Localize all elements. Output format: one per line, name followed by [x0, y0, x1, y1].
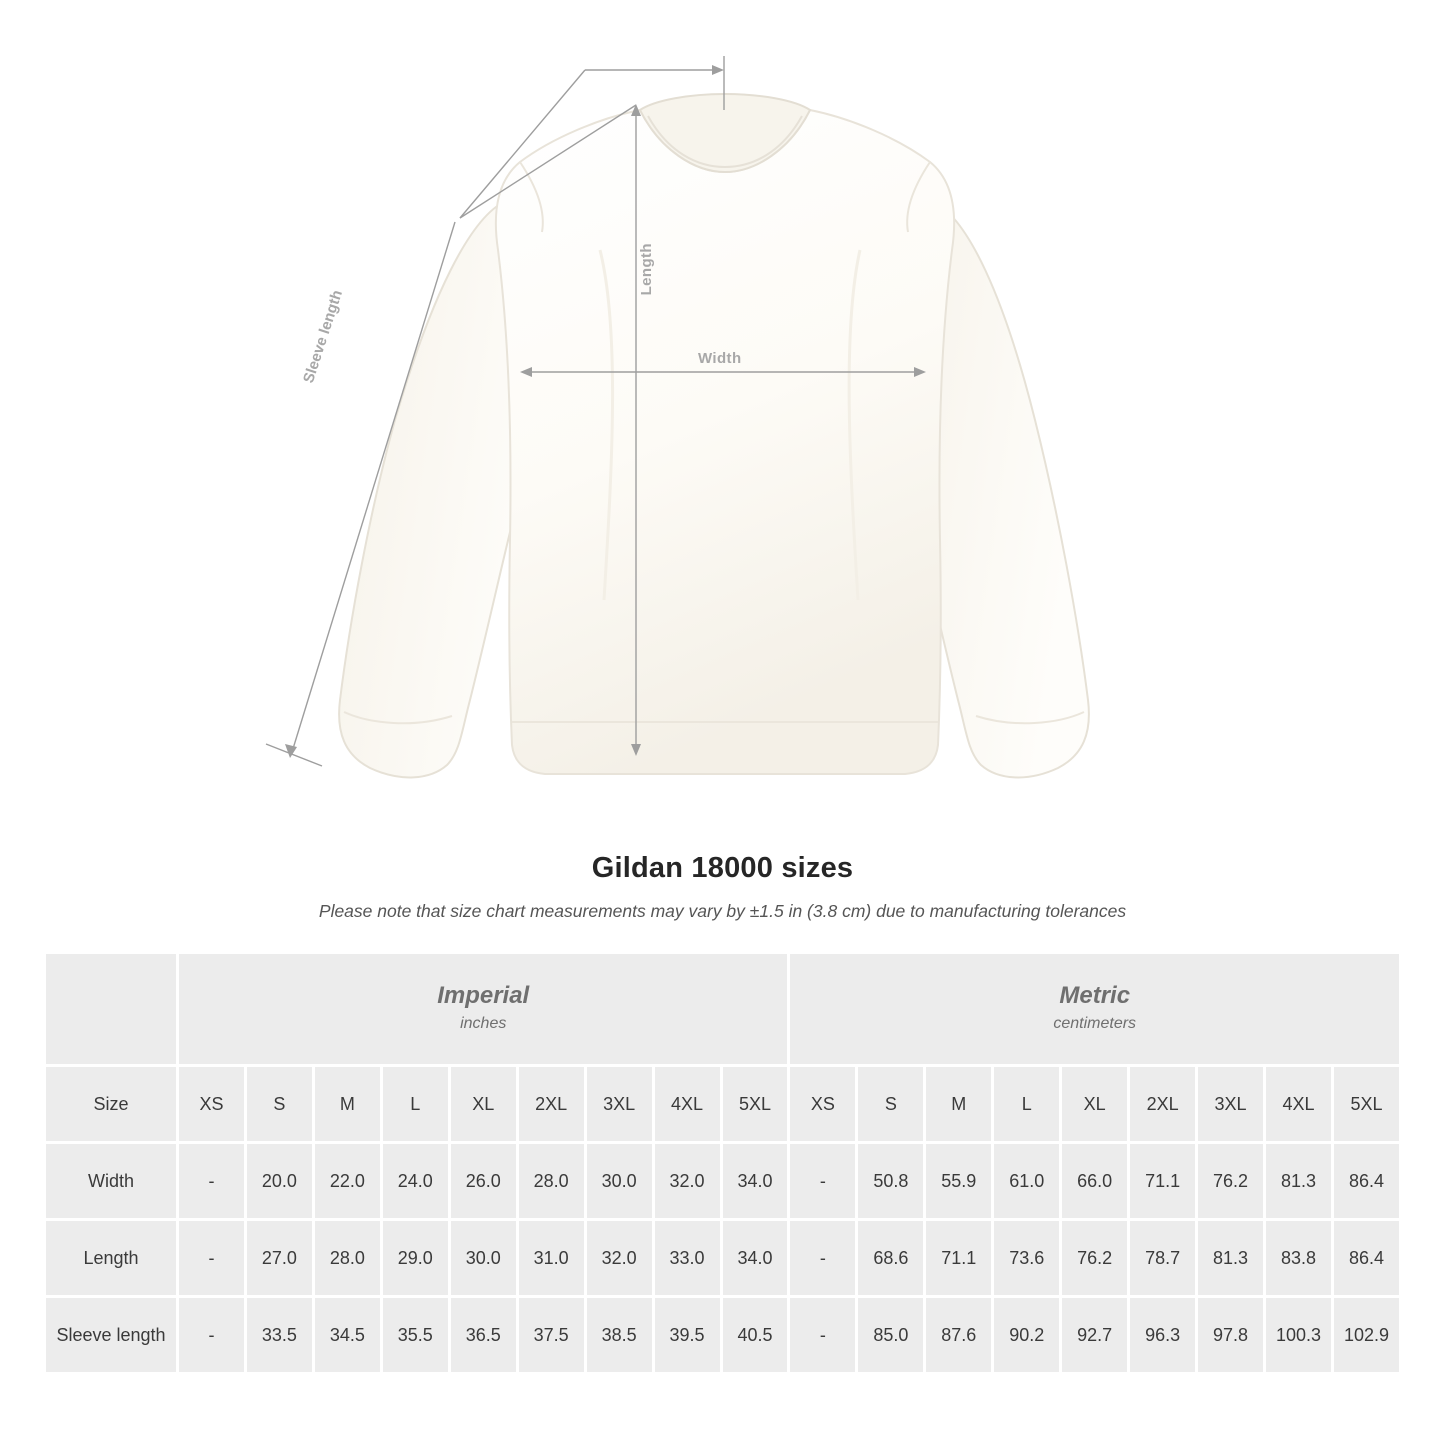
width-dimension-label: Width	[698, 350, 742, 367]
size-column-header: XL	[1061, 1066, 1129, 1143]
size-chart-table-wrap	[43, 951, 1402, 1375]
measurement-cell: 71.1	[925, 1220, 993, 1297]
size-column-header: 5XL	[721, 1066, 789, 1143]
measurement-cell: 97.8	[1197, 1297, 1265, 1374]
unit-system-name: Metric	[1059, 982, 1131, 1010]
measurement-row-label: Sleeve length	[45, 1297, 178, 1374]
sleeve-length-dimension-label: Sleeve length	[300, 288, 347, 386]
measurement-cell: 33.0	[653, 1220, 721, 1297]
measurement-cell: 61.0	[993, 1143, 1061, 1220]
measurement-cell: 50.8	[857, 1143, 925, 1220]
unit-measure-name: inches	[460, 1015, 507, 1033]
measurement-cell: -	[178, 1143, 246, 1220]
measurement-cell: -	[789, 1297, 857, 1374]
measurement-cell: 28.0	[517, 1143, 585, 1220]
size-column-header: 5XL	[1332, 1066, 1400, 1143]
table-row	[45, 1143, 1401, 1220]
measurement-row-label: Length	[45, 1220, 178, 1297]
measurement-cell: -	[178, 1220, 246, 1297]
size-column-header: XS	[178, 1066, 246, 1143]
size-column-header: 2XL	[517, 1066, 585, 1143]
unit-group-header	[789, 953, 1401, 1066]
measurement-cell: 92.7	[1061, 1297, 1129, 1374]
size-column-header: XL	[449, 1066, 517, 1143]
measurement-cell: 90.2	[993, 1297, 1061, 1374]
measurement-cell: 33.5	[245, 1297, 313, 1374]
measurement-cell: 20.0	[245, 1143, 313, 1220]
measurement-cell: 32.0	[585, 1220, 653, 1297]
size-column-header: 3XL	[585, 1066, 653, 1143]
table-row	[45, 1297, 1401, 1374]
size-header-row	[45, 1066, 1401, 1143]
measurement-cell: 86.4	[1332, 1143, 1400, 1220]
measurement-cell: 36.5	[449, 1297, 517, 1374]
size-column-header: M	[313, 1066, 381, 1143]
measurement-cell: -	[789, 1143, 857, 1220]
measurement-cell: 55.9	[925, 1143, 993, 1220]
measurement-cell: 86.4	[1332, 1220, 1400, 1297]
length-dimension-label: Length	[638, 243, 655, 296]
page-title: Gildan 18000 sizes	[591, 852, 854, 884]
size-column-header: L	[381, 1066, 449, 1143]
measurement-cell: 34.5	[313, 1297, 381, 1374]
measurement-cell: 73.6	[993, 1220, 1061, 1297]
unit-system-name: Imperial	[437, 982, 530, 1010]
measurement-cell: 30.0	[449, 1220, 517, 1297]
size-corner-label: Size	[45, 1066, 178, 1143]
measurement-cell: 26.0	[449, 1143, 517, 1220]
unit-measure-name: centimeters	[1053, 1015, 1137, 1033]
measurement-row-label: Width	[45, 1143, 178, 1220]
measurement-cell: 68.6	[857, 1220, 925, 1297]
size-column-header: L	[993, 1066, 1061, 1143]
size-column-header: 4XL	[653, 1066, 721, 1143]
measurement-cell: 38.5	[585, 1297, 653, 1374]
size-chart-table	[43, 951, 1402, 1375]
measurement-cell: 76.2	[1197, 1143, 1265, 1220]
measurement-cell: 78.7	[1129, 1220, 1197, 1297]
size-column-header: S	[857, 1066, 925, 1143]
measurement-cell: 24.0	[381, 1143, 449, 1220]
measurement-cell: 39.5	[653, 1297, 721, 1374]
measurement-cell: 76.2	[1061, 1220, 1129, 1297]
measurement-cell: 83.8	[1265, 1220, 1333, 1297]
measurement-cell: 102.9	[1332, 1297, 1400, 1374]
measurement-cell: 29.0	[381, 1220, 449, 1297]
measurement-cell: 27.0	[245, 1220, 313, 1297]
size-column-header: XS	[789, 1066, 857, 1143]
measurement-cell: -	[178, 1297, 246, 1374]
measurement-cell: 66.0	[1061, 1143, 1129, 1220]
sleeve-length-dimension-label-wrap	[300, 288, 347, 530]
size-column-header: 4XL	[1265, 1066, 1333, 1143]
measurement-cell: 40.5	[721, 1297, 789, 1374]
measurement-cell: 35.5	[381, 1297, 449, 1374]
measurement-cell: 100.3	[1265, 1297, 1333, 1374]
measurement-cell: 30.0	[585, 1143, 653, 1220]
measurement-cell: 34.0	[721, 1143, 789, 1220]
size-column-header: S	[245, 1066, 313, 1143]
measurement-cell: 96.3	[1129, 1297, 1197, 1374]
tolerance-note: Please note that size chart measurements may vary by ±1.5 in (3.8 cm) due to manufacturing tolerances	[318, 901, 1127, 921]
measurement-cell: 28.0	[313, 1220, 381, 1297]
measurement-cell: 32.0	[653, 1143, 721, 1220]
sweatshirt-body	[339, 94, 1089, 777]
measurement-cell: 31.0	[517, 1220, 585, 1297]
measurement-cell: 85.0	[857, 1297, 925, 1374]
size-column-header: 2XL	[1129, 1066, 1197, 1143]
measurement-cell: 34.0	[721, 1220, 789, 1297]
measurement-cell: 81.3	[1197, 1220, 1265, 1297]
table-corner-blank	[45, 953, 178, 1066]
title-block	[0, 852, 1445, 922]
size-column-header: 3XL	[1197, 1066, 1265, 1143]
table-row	[45, 1220, 1401, 1297]
unit-system-row	[45, 953, 1401, 1066]
measurement-cell: 37.5	[517, 1297, 585, 1374]
unit-group-header	[178, 953, 789, 1066]
measurement-cell: 71.1	[1129, 1143, 1197, 1220]
measurement-cell: 22.0	[313, 1143, 381, 1220]
measurement-cell: 81.3	[1265, 1143, 1333, 1220]
measurement-cell: -	[789, 1220, 857, 1297]
size-column-header: M	[925, 1066, 993, 1143]
measurement-cell: 87.6	[925, 1297, 993, 1374]
